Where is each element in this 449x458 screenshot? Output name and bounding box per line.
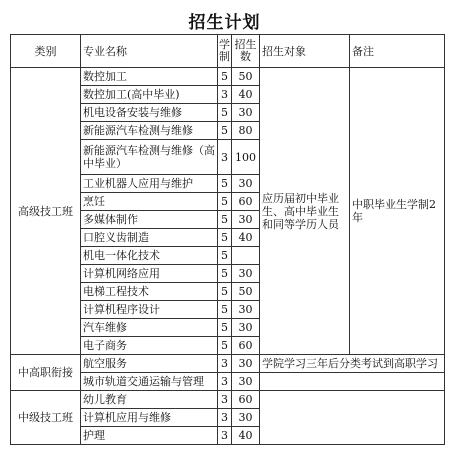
years-cell: 5: [218, 229, 232, 247]
category-cell: 中高职衔接: [11, 355, 81, 391]
count-cell: 40: [232, 229, 260, 247]
count-cell: 30: [232, 373, 260, 391]
count-cell: 40: [232, 427, 260, 445]
years-cell: 5: [218, 175, 232, 193]
count-cell: 50: [232, 68, 260, 86]
years-cell: 5: [218, 193, 232, 211]
count-cell: 30: [232, 409, 260, 427]
count-cell: 60: [232, 391, 260, 409]
count-cell: 80: [232, 122, 260, 140]
years-cell: 5: [218, 265, 232, 283]
category-cell: 高级技工班: [11, 68, 81, 355]
major-cell: 工业机器人应用与维护: [81, 175, 218, 193]
empty-cell: [260, 391, 445, 445]
major-cell: 汽车维修: [81, 319, 218, 337]
table-header-row: [11, 35, 445, 68]
major-cell: 数控加工: [81, 68, 218, 86]
major-cell: 航空服务: [81, 355, 218, 373]
count-cell: 30: [232, 319, 260, 337]
count-cell: 30: [232, 355, 260, 373]
years-cell: 5: [218, 104, 232, 122]
count-cell: 30: [232, 104, 260, 122]
count-cell: 30: [232, 301, 260, 319]
major-cell: 多媒体制作: [81, 211, 218, 229]
header-major: 专业名称: [81, 35, 218, 68]
count-cell: 60: [232, 193, 260, 211]
table-row: [11, 355, 445, 373]
target-cell: 学院学习三年后分类考试到高职学习: [260, 355, 445, 373]
table-row: [11, 391, 445, 409]
major-cell: 幼儿教育: [81, 391, 218, 409]
count-cell: [232, 247, 260, 265]
years-cell: 3: [218, 409, 232, 427]
count-cell: 60: [232, 337, 260, 355]
major-cell: 口腔义齿制造: [81, 229, 218, 247]
header-target: 招生对象: [260, 35, 350, 68]
count-cell: 30: [232, 175, 260, 193]
years-cell: 5: [218, 337, 232, 355]
enrollment-plan-table: [10, 34, 445, 445]
major-cell: 电子商务: [81, 337, 218, 355]
years-cell: 3: [218, 391, 232, 409]
category-cell: 中级技工班: [11, 391, 81, 445]
years-cell: 5: [218, 247, 232, 265]
years-cell: 5: [218, 68, 232, 86]
major-cell: 机电一体化技术: [81, 247, 218, 265]
years-cell: 5: [218, 211, 232, 229]
header-category: 类别: [11, 35, 81, 68]
years-cell: 5: [218, 319, 232, 337]
count-cell: 100: [232, 140, 260, 175]
years-cell: 3: [218, 427, 232, 445]
count-cell: 50: [232, 283, 260, 301]
major-cell: 新能源汽车检测与维修（高中毕业）: [81, 140, 218, 175]
major-cell: 计算机程序设计: [81, 301, 218, 319]
count-cell: 40: [232, 86, 260, 104]
years-cell: 5: [218, 283, 232, 301]
years-cell: 5: [218, 122, 232, 140]
header-count: 招生数: [232, 35, 260, 68]
count-cell: 30: [232, 211, 260, 229]
years-cell: 3: [218, 140, 232, 175]
header-years: 学制: [218, 35, 232, 68]
target-cell: 应历届初中毕业生、高中毕业生和同等学历人员: [260, 68, 350, 355]
major-cell: 电梯工程技术: [81, 283, 218, 301]
years-cell: 3: [218, 373, 232, 391]
years-cell: 3: [218, 355, 232, 373]
empty-cell: [260, 373, 445, 391]
years-cell: 5: [218, 301, 232, 319]
major-cell: 烹饪: [81, 193, 218, 211]
page-title: 招生计划: [188, 13, 261, 33]
major-cell: 数控加工(高中毕业): [81, 86, 218, 104]
major-cell: 计算机网络应用: [81, 265, 218, 283]
major-cell: 机电设备安装与维修: [81, 104, 218, 122]
major-cell: 护理: [81, 427, 218, 445]
count-cell: 30: [232, 265, 260, 283]
major-cell: 计算机应用与维修: [81, 409, 218, 427]
years-cell: 3: [218, 86, 232, 104]
major-cell: 城市轨道交通运输与管理: [81, 373, 218, 391]
header-note: 备注: [350, 35, 445, 68]
note-cell: 中职毕业生学制2年: [350, 68, 445, 355]
table-row: [11, 68, 445, 86]
major-cell: 新能源汽车检测与维修: [81, 122, 218, 140]
